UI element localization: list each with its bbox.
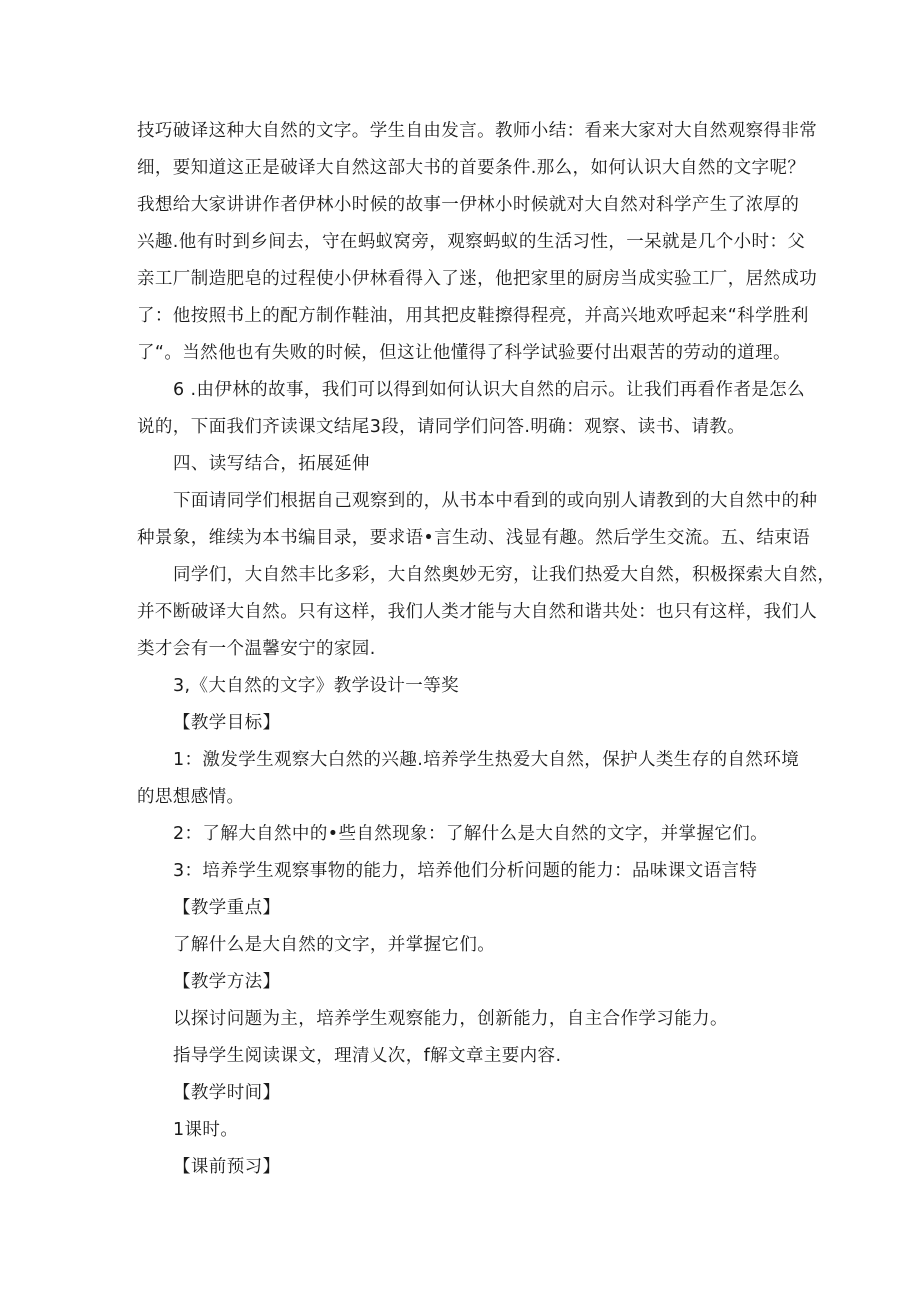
- paragraph-line: 以探讨问题为主，培养学生观察能力，创新能力，自主合作学习能力。: [173, 1009, 728, 1029]
- paragraph-line: 3：培养学生观察事物的能力，培养他们分析问题的能力：品味课文语言特: [173, 861, 758, 881]
- section-heading: 四、读写结合，拓展延伸: [173, 454, 370, 474]
- paragraph-line: 1课时。: [173, 1120, 239, 1140]
- section-heading: 3,《大自然的文字》教学设计一等奖: [173, 676, 459, 696]
- paragraph-line: 技巧破译这种大自然的文字。学生自由发言。教师小结：看来大家对大自然观察得非常: [137, 121, 818, 141]
- paragraph-line: 我想给大家讲讲作者伊林小时候的故事一伊林小时候就对大自然对科学产生了浓厚的: [137, 195, 800, 215]
- paragraph-line: 同学们，大自然丰比多彩，大自然奥妙无穷，让我们热爱大自然，积极探索大自然，: [173, 565, 836, 585]
- paragraph-line: 类才会有一个温馨安宁的家园.: [137, 639, 376, 659]
- section-heading: 【教学时间】: [173, 1083, 281, 1103]
- section-heading: 【教学方法】: [173, 972, 281, 992]
- section-heading: 【教学重点】: [173, 898, 281, 918]
- paragraph-line: 种景象，维续为本书编目录，要求语•言生动、浅显有趣。然后学生交流。五、结束语: [137, 528, 811, 548]
- paragraph-line: 并不断破译大自然。只有这样，我们人类才能与大自然和谐共处：也只有这样，我们人: [137, 602, 818, 622]
- paragraph-line: 说的，下面我们齐读课文结尾3段，请同学们问答.明确：观察、读书、请教。: [137, 417, 746, 437]
- paragraph-line: 了：他按照书上的配方制作鞋油，用其把皮鞋擦得程亮，并高兴地欢呼起来“科学胜利: [137, 306, 809, 326]
- paragraph-line: 1：激发学生观察大白然的兴趣.培养学生热爱大自然，保护人类生存的自然环境: [173, 750, 800, 770]
- paragraph-line: 了“。当然他也有失败的时候，但这让他懂得了科学试验要付出艰苦的劳动的道理。: [137, 343, 791, 363]
- paragraph-line: 下面请同学们根据自己观察到的，从书本中看到的或向别人请教到的大自然中的种: [173, 491, 818, 511]
- paragraph-line: 6 .由伊林的故事，我们可以得到如何认识大自然的启示。让我们再看作者是怎么: [173, 380, 806, 400]
- section-heading: 【教学目标】: [173, 713, 281, 733]
- paragraph-line: 兴趣.他有时到乡间去，守在蚂蚁窝旁，观察蚂蚁的生活习性，一呆就是几个小时：父: [137, 232, 806, 252]
- section-heading: 【课前预习】: [173, 1157, 281, 1177]
- paragraph-line: 指导学生阅读课文，理清乂次，f解文章主要内容.: [173, 1046, 562, 1066]
- paragraph-line: 亲工厂制造肥皂的过程使小伊林看得入了迷，他把家里的厨房当成实验工厂，居然成功: [137, 269, 818, 289]
- paragraph-line: 2：了解大自然中的•些自然现象：了解什么是大自然的文字，并掌握它们。: [173, 824, 769, 844]
- paragraph-line: 的思想感情。: [137, 787, 245, 807]
- paragraph-line: 了解什么是大自然的文字，并掌握它们。: [173, 935, 496, 955]
- paragraph-line: 细，要知道这正是破译大自然这部大书的首要条件.那么，如何认识大自然的文字呢？: [137, 158, 806, 178]
